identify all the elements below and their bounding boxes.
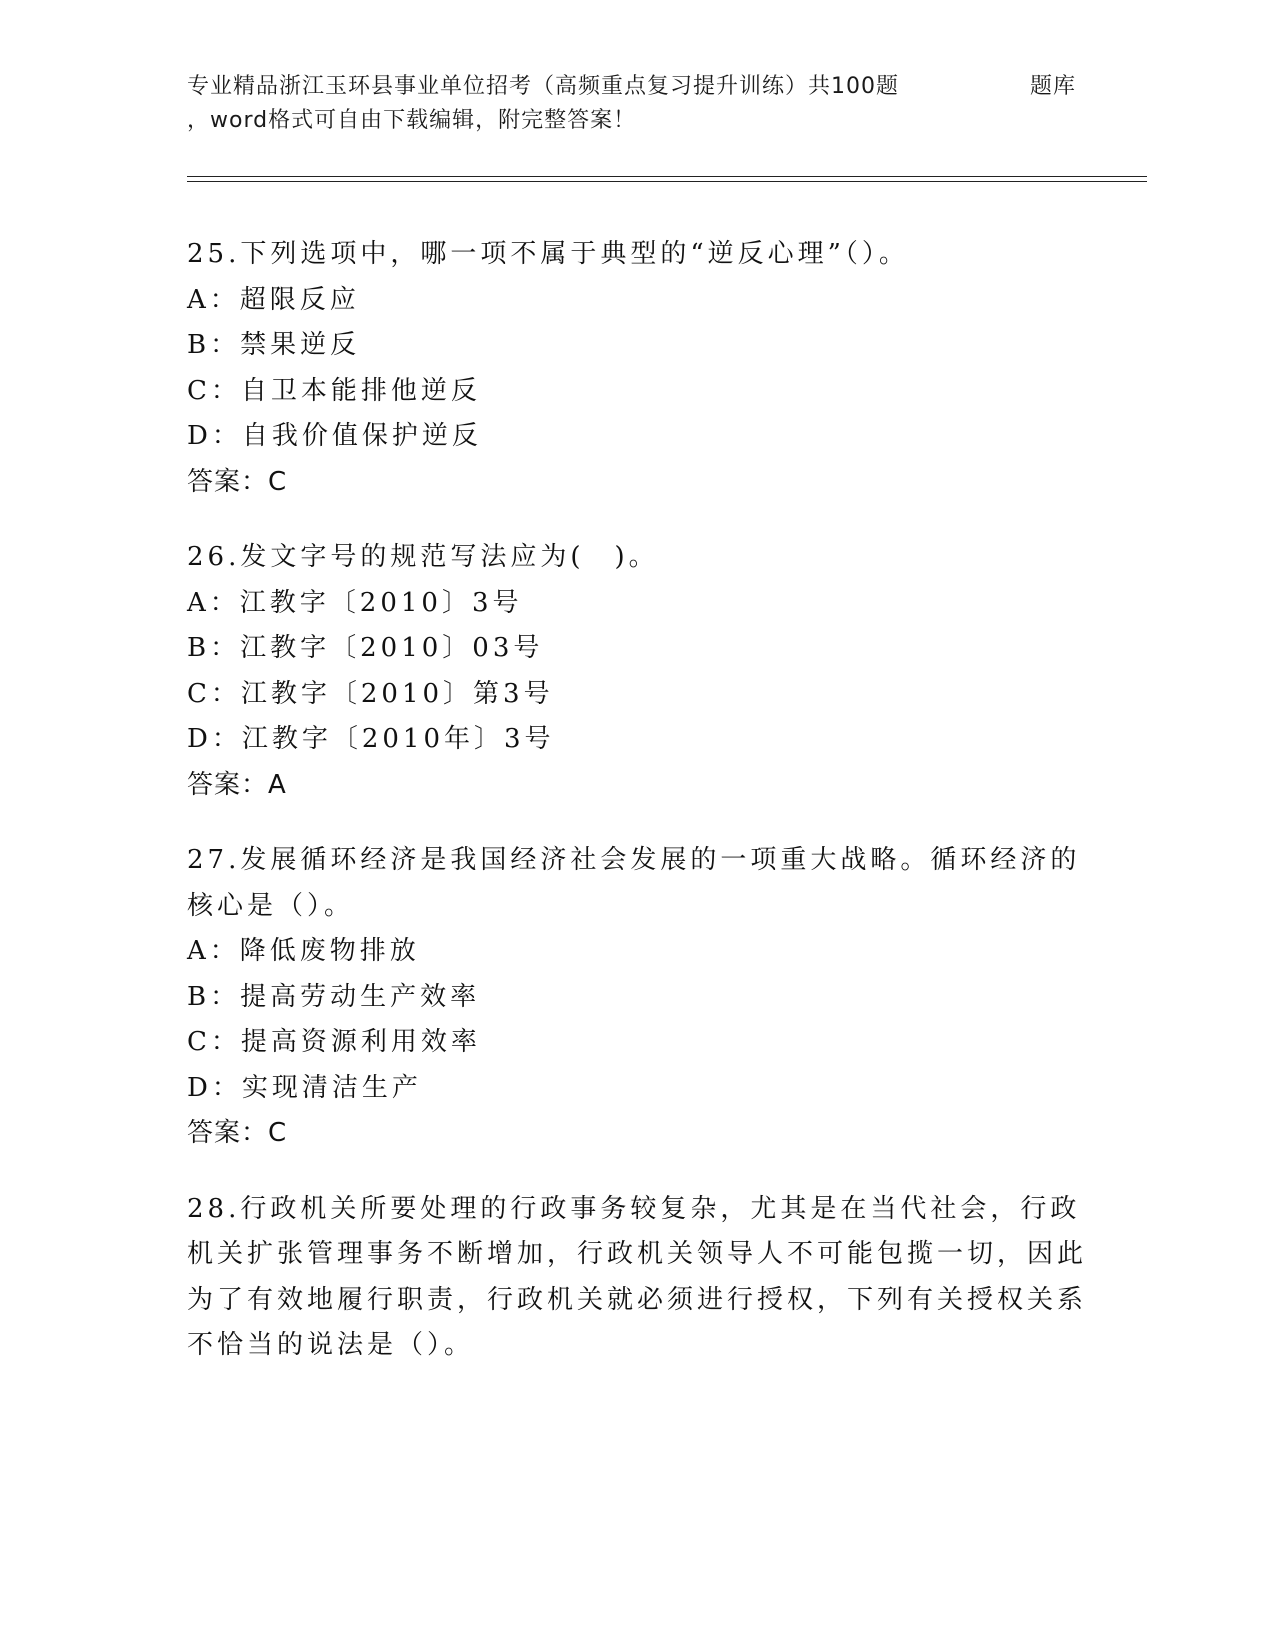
- option-d: D：江教字〔2010年〕3号: [187, 724, 555, 754]
- answer: 答案：C: [187, 466, 288, 497]
- option-b: B：提高劳动生产效率: [187, 981, 481, 1012]
- option-d: D：实现清洁生产: [187, 1072, 422, 1103]
- question-list: [187, 232, 1087, 1399]
- answer: 答案：A: [187, 769, 287, 800]
- option-c: C：自卫本能排他逆反: [187, 375, 481, 406]
- option-a: A：江教字〔2010〕3号: [187, 587, 523, 618]
- question-27: [187, 838, 1087, 1157]
- page-header: [187, 70, 1147, 138]
- question-28: [187, 1187, 1087, 1369]
- option-a: A：超限反应: [187, 284, 360, 315]
- option-a: A：降低废物排放: [187, 936, 420, 966]
- option-d: D：自我价值保护逆反: [187, 421, 482, 451]
- header-title: 专业精品浙江玉环县事业单位招考（高频重点复习提升训练）共100题: [187, 74, 899, 99]
- header-divider-top: [187, 176, 1147, 177]
- question-26: [187, 535, 1087, 808]
- header-subtitle: ，word格式可自由下载编辑，附完整答案！: [187, 108, 637, 133]
- option-c: C：提高资源利用效率: [187, 1027, 481, 1057]
- question-25: [187, 232, 1087, 505]
- header-tag: 题库: [1030, 74, 1077, 99]
- question-stem: 25.下列选项中，哪一项不属于典型的“逆反心理”（）。: [187, 239, 909, 269]
- question-stem: 28.行政机关所要处理的行政事务较复杂，尤其是在当代社会，行政机关扩张管理事务不断增加，行政机关领导人不可能包揽一切，因此为了有效地履行职责，行政机关就必须进行授权，下列有关授权关系不恰当的说法是（）。: [187, 1193, 1088, 1360]
- option-b: B：禁果逆反: [187, 330, 361, 360]
- option-c: C：江教字〔2010〕第3号: [187, 678, 554, 709]
- question-stem: 27.发展循环经济是我国经济社会发展的一项重大战略。循环经济的核心是（）。: [187, 845, 1081, 921]
- option-b: B：江教字〔2010〕03号: [187, 633, 544, 663]
- question-stem: 26.发文字号的规范写法应为( )。: [187, 542, 659, 572]
- answer: 答案：C: [187, 1118, 288, 1148]
- header-divider-bottom: [187, 181, 1147, 182]
